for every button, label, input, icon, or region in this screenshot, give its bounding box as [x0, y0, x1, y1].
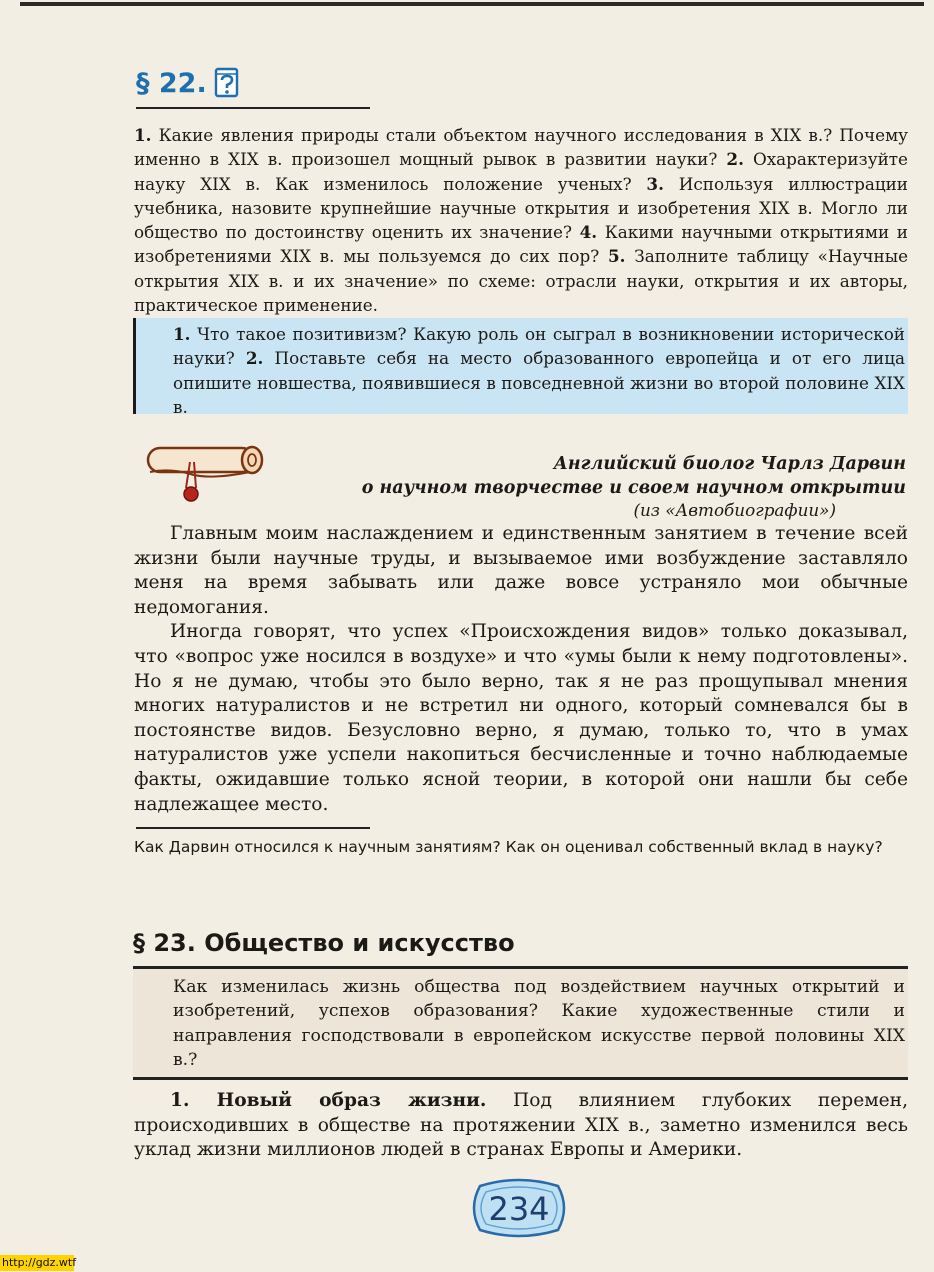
- document-title: Английский биолог Чарлз Дарвин о научном творчестве и своем научном открытии: [361, 454, 906, 498]
- section-22-number: § 22.: [136, 67, 207, 99]
- document-question: Как Дарвин относился к научным занятиям? Как он оценивал собственный вклад в науку?: [134, 838, 883, 856]
- page-number: 234: [488, 1190, 550, 1228]
- section-22-heading: [136, 66, 241, 100]
- document-rule: [136, 827, 370, 829]
- extra-questions-box: [133, 318, 908, 417]
- document-body: [134, 522, 908, 817]
- document-paragraph: Иногда говорят, что успех «Происхождения видов» только доказывал, что «вопрос уже носился в воздухе» и что «умы были к нему подготовлены». Но я не думаю, чтобы это было верно, так я не раз прощупывал мнения многих натуралистов и не встретил ни одного, который сомневался бы в постоянстве видов. Безусловно верно, я думаю, только то, что в умах натуралистов уже успели накопиться бесчисленные и точно наблюдаемые факты, ожидавшие только ясной теории, в которой они нашли бы себе надлежащее место.: [134, 621, 908, 815]
- watermark-link[interactable]: http://gdz.wtf: [2, 1256, 77, 1269]
- scroll-icon: [140, 432, 264, 522]
- box-left-bar: [133, 318, 136, 414]
- page-number-badge: [466, 1176, 572, 1240]
- section-23-intro-box: [133, 966, 908, 1080]
- section-23-subhead: 1. Новый образ жизни.: [170, 1090, 487, 1111]
- document-source: (из «Автобиографии»): [633, 500, 836, 520]
- section-22-questions: 1. Какие явления природы стали объектом научного исследования в XIX в.? Почему именно в XIX в. произошел мощный рывок в развитии науки? 2. Охарактеризуйте науку XIX в. Как изменилось положение ученых? 3. Используя иллюстрации учебника, назовите крупнейшие научные открытия и изобретения XIX в. Могло ли общество по достоинству оценить их значение? 4. Какими научными открытиями и изобретениями XIX в. мы пользуемся до сих пор? 5. Заполните таблицу «Научные открытия XIX в. и их значение» по схеме: отрасли науки, открытия и их авторы, практическое применение.: [134, 125, 909, 316]
- document-paragraph: Главным моим наслаждением и единственным занятием в течение всей жизни были научные труды, и вызываемое ими возбуждение заставляло меня на время забывать или даже вовсе устраняло мои обычные недомогания.: [134, 523, 908, 618]
- section-23-text: 1. Новый образ жизни. Под влиянием глубоких перемен, происходивших в обществе на протяжении XIX в., заметно изменился весь уклад жизни миллионов людей в странах Европы и Америки.: [134, 1090, 908, 1161]
- question-icon: [213, 66, 241, 100]
- section-23-intro: Как изменилась жизнь общества под воздействием научных открытий и изобретений, успехов образования? Какие художественные стили и направления господствовали в европейском искусстве первой половины XIX в.?: [173, 977, 905, 1070]
- top-border: [20, 2, 924, 6]
- section-23-title: § 23. Общество и искусство: [133, 929, 515, 957]
- extra-questions-text: 1. Что такое позитивизм? Какую роль он сыграл в возникновении исторической науки? 2. Поставьте себя на место образованного европейца и от его лица опишите новшества, появившиеся в повседневной жизни во второй половине XIX в.: [173, 324, 905, 417]
- section-22-rule: [136, 107, 370, 109]
